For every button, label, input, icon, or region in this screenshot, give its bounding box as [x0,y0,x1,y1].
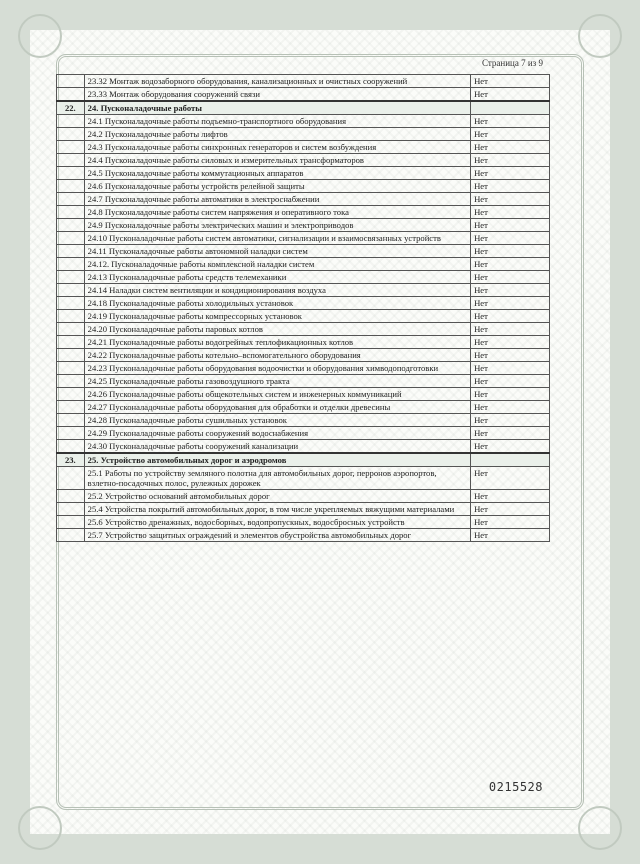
table-row [57,297,550,310]
table-row [57,414,550,427]
table-row [57,115,550,128]
work-type: 24.26 Пусконаладочные работы общекотельных систем и инженерных коммуникаций [84,388,470,401]
row-number [57,336,85,349]
section-row [57,453,550,467]
row-number [57,427,85,440]
work-type: 25.4 Устройства покрытий автомобильных дорог, в том числе укрепляемых вяжущими материалами [84,503,470,516]
row-number [57,349,85,362]
permit-value: Нет [471,258,550,271]
row-number: 23. [57,453,85,467]
permit-value: Нет [471,529,550,542]
row-number [57,467,85,490]
permit-value: Нет [471,503,550,516]
permit-value: Нет [471,206,550,219]
permit-value: Нет [471,467,550,490]
row-number [57,88,85,102]
permit-value: Нет [471,490,550,503]
table-row [57,128,550,141]
work-type: 24.5 Пусконаладочные работы коммутационных аппаратов [84,167,470,180]
permit-value: Нет [471,75,550,88]
row-number [57,193,85,206]
permit-value: Нет [471,414,550,427]
row-number [57,258,85,271]
work-type: 24.11 Пусконаладочные работы автономной наладки систем [84,245,470,258]
row-number [57,232,85,245]
work-type: 24.21 Пусконаладочные работы водогрейных теплофикационных котлов [84,336,470,349]
permit-value: Нет [471,128,550,141]
work-type: 24.14 Наладки систем вентиляции и кондиционирования воздуха [84,284,470,297]
permit-value: Нет [471,427,550,440]
table-row [57,529,550,542]
work-type: 24.9 Пусконаладочные работы электрических машин и электроприводов [84,219,470,232]
row-number [57,75,85,88]
section-title: 25. Устройство автомобильных дорог и аэродромов [84,453,470,467]
table-row [57,167,550,180]
work-type: 24.23 Пусконаладочные работы оборудования водоочистки и оборудования химводоподготовки [84,362,470,375]
permit-value: Нет [471,516,550,529]
row-number [57,375,85,388]
work-type: 24.13 Пусконаладочные работы средств телемеханики [84,271,470,284]
row-number [57,503,85,516]
work-type: 24.29 Пусконаладочные работы сооружений водоснабжения [84,427,470,440]
permit-value [471,453,550,467]
row-number [57,310,85,323]
table-row [57,323,550,336]
table-row [57,193,550,206]
serial-number: 0215528 [488,780,543,794]
permit-value: Нет [471,167,550,180]
work-type: 23.33 Монтаж оборудования сооружений связи [84,88,470,102]
permit-value: Нет [471,271,550,284]
permit-value: Нет [471,336,550,349]
table-row [57,336,550,349]
table-row [57,490,550,503]
permit-value: Нет [471,115,550,128]
table-row [57,362,550,375]
work-type: 23.32 Монтаж водозаборного оборудования, канализационных и очистных сооружений [84,75,470,88]
permit-value: Нет [471,232,550,245]
permit-value: Нет [471,375,550,388]
row-number [57,323,85,336]
table-body [57,75,550,542]
permit-value: Нет [471,323,550,336]
table-row [57,245,550,258]
permit-value: Нет [471,284,550,297]
row-number [57,297,85,310]
work-type: 24.18 Пусконаладочные работы холодильных установок [84,297,470,310]
table-row [57,219,550,232]
table-row [57,284,550,297]
work-type: 24.1 Пусконаладочные работы подъемно-транспортного оборудования [84,115,470,128]
permit-value: Нет [471,297,550,310]
table-row [57,141,550,154]
permit-value: Нет [471,310,550,323]
permit-value: Нет [471,154,550,167]
table-row [57,388,550,401]
work-type: 25.2 Устройство оснований автомобильных дорог [84,490,470,503]
row-number [57,115,85,128]
permit-value: Нет [471,362,550,375]
work-type: 24.27 Пусконаладочные работы оборудования для обработки и отделки древесины [84,401,470,414]
permit-value: Нет [471,141,550,154]
row-number [57,284,85,297]
table-row [57,401,550,414]
row-number [57,206,85,219]
work-type: 25.6 Устройство дренажных, водосборных, водопропускных, водосбросных устройств [84,516,470,529]
permit-value: Нет [471,180,550,193]
work-type: 24.6 Пусконаладочные работы устройств релейной защиты [84,180,470,193]
row-number [57,440,85,454]
row-number [57,180,85,193]
permit-value [471,101,550,115]
permits-table [56,74,550,542]
table-row [57,310,550,323]
permit-value: Нет [471,349,550,362]
row-number [57,529,85,542]
work-type: 24.10 Пусконаладочные работы систем автоматики, сигнализации и взаимосвязанных устройств [84,232,470,245]
table-row [57,349,550,362]
row-number: 22. [57,101,85,115]
table-row [57,516,550,529]
work-type: 24.22 Пусконаладочные работы котельно–вспомогательного оборудования [84,349,470,362]
table-row [57,271,550,284]
row-number [57,219,85,232]
permit-value: Нет [471,401,550,414]
work-type: 24.3 Пусконаладочные работы синхронных генераторов и систем возбуждения [84,141,470,154]
table-row [57,258,550,271]
row-number [57,401,85,414]
table-row [57,503,550,516]
table-row [57,206,550,219]
row-number [57,388,85,401]
work-type: 24.12. Пусконаладочные работы комплексной наладки систем [84,258,470,271]
table-row [57,375,550,388]
row-number [57,167,85,180]
work-type: 24.20 Пусконаладочные работы паровых котлов [84,323,470,336]
row-number [57,141,85,154]
table-row [57,88,550,102]
page-number: Страница 7 из 9 [482,58,543,68]
row-number [57,128,85,141]
work-type: 24.19 Пусконаладочные работы компрессорных установок [84,310,470,323]
permit-value: Нет [471,193,550,206]
permit-value: Нет [471,219,550,232]
section-row [57,101,550,115]
work-type: 24.2 Пусконаладочные работы лифтов [84,128,470,141]
work-type: 24.25 Пусконаладочные работы газовоздушного тракта [84,375,470,388]
work-type: 24.28 Пусконаладочные работы сушильных установок [84,414,470,427]
work-type: 24.4 Пусконаладочные работы силовых и измерительных трансформаторов [84,154,470,167]
table-row [57,232,550,245]
table-row [57,427,550,440]
permit-value: Нет [471,245,550,258]
work-type: 25.1 Работы по устройству земляного полотна для автомобильных дорог, перронов аэропортов, взлетно-посадочных полос, рулежных дорожек [84,467,470,490]
table-row [57,180,550,193]
row-number [57,271,85,284]
row-number [57,490,85,503]
row-number [57,154,85,167]
table-row [57,154,550,167]
row-number [57,362,85,375]
row-number [57,414,85,427]
permit-value: Нет [471,388,550,401]
section-title: 24. Пусконаладочные работы [84,101,470,115]
permit-value: Нет [471,88,550,102]
permit-value: Нет [471,440,550,454]
work-type: 25.7 Устройство защитных ограждений и элементов обустройства автомобильных дорог [84,529,470,542]
work-type: 24.7 Пусконаладочные работы автоматики в электроснабжении [84,193,470,206]
row-number [57,516,85,529]
table-row [57,440,550,454]
work-type: 24.30 Пусконаладочные работы сооружений канализации [84,440,470,454]
work-type: 24.8 Пусконаладочные работы систем напряжения и оперативного тока [84,206,470,219]
table-row [57,75,550,88]
row-number [57,245,85,258]
table-row [57,467,550,490]
